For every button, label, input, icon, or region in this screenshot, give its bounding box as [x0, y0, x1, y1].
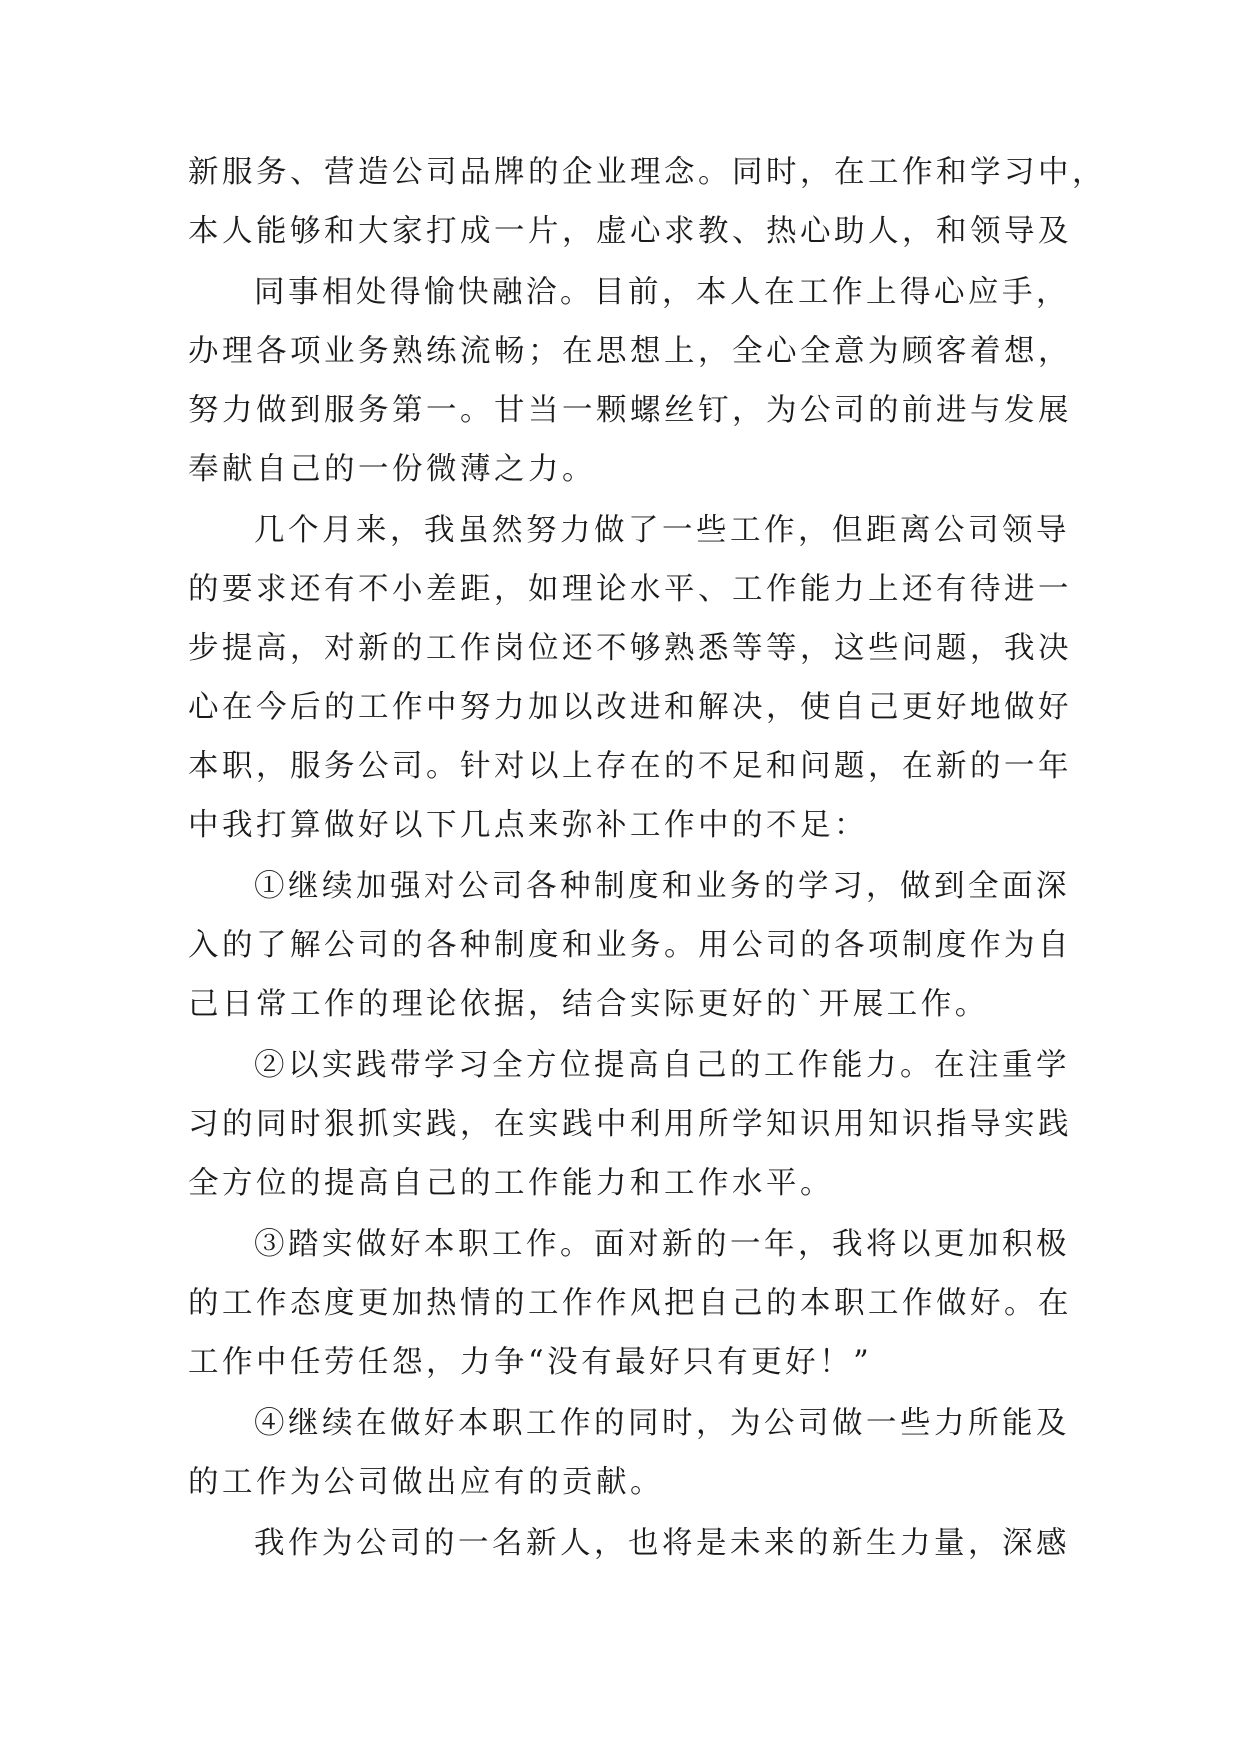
text-line: ④继续在做好本职工作的同时，为公司做一些力所能及: [254, 1406, 1070, 1441]
text-line: 奉献自己的一份微薄之力。: [188, 452, 596, 487]
text-line: 中我打算做好以下几点来弥补工作中的不足：: [188, 808, 868, 843]
text-line: 己日常工作的理论依据，结合实际更好的`开展工作。: [188, 987, 989, 1022]
text-line: 同事相处得愉快融洽。目前，本人在工作上得心应手，: [254, 275, 1070, 310]
text-line: 全方位的提高自己的工作能力和工作水平。: [188, 1166, 834, 1201]
text-line: 我作为公司的一名新人，也将是未来的新生力量，深感: [254, 1526, 1070, 1561]
text-line: 努力做到服务第一。甘当一颗螺丝钉，为公司的前进与发展: [188, 393, 1072, 428]
text-line: 的工作为公司做出应有的贡献。: [188, 1465, 664, 1500]
text-line: 办理各项业务熟练流畅；在思想上，全心全意为顾客着想，: [188, 334, 1072, 369]
text-line: 步提高，对新的工作岗位还不够熟悉等等，这些问题，我决: [188, 631, 1072, 666]
text-line: 工作中任劳任怨，力争“没有最好只有更好！”: [188, 1345, 873, 1380]
text-line: 心在今后的工作中努力加以改进和解决，使自己更好地做好: [188, 690, 1072, 725]
text-line: 几个月来，我虽然努力做了一些工作，但距离公司领导: [254, 513, 1070, 548]
text-line: 入的了解公司的各种制度和业务。用公司的各项制度作为自: [188, 928, 1072, 963]
text-line: 新服务、营造公司品牌的企业理念。同时，在工作和学习中，: [188, 155, 1106, 190]
text-line: ①继续加强对公司各种制度和业务的学习，做到全面深: [254, 869, 1070, 904]
text-line: 本人能够和大家打成一片，虚心求教、热心助人，和领导及: [188, 214, 1072, 249]
text-line: 习的同时狠抓实践，在实践中利用所学知识用知识指导实践: [188, 1107, 1072, 1142]
text-line: ③踏实做好本职工作。面对新的一年，我将以更加积极: [254, 1227, 1070, 1262]
text-line: 本职，服务公司。针对以上存在的不足和问题，在新的一年: [188, 749, 1072, 784]
text-line: 的工作态度更加热情的工作作风把自己的本职工作做好。在: [188, 1286, 1072, 1321]
text-line: 的要求还有不小差距，如理论水平、工作能力上还有待进一: [188, 572, 1072, 607]
text-line: ②以实践带学习全方位提高自己的工作能力。在注重学: [254, 1048, 1070, 1083]
body-text: [188, 153, 1106, 1583]
